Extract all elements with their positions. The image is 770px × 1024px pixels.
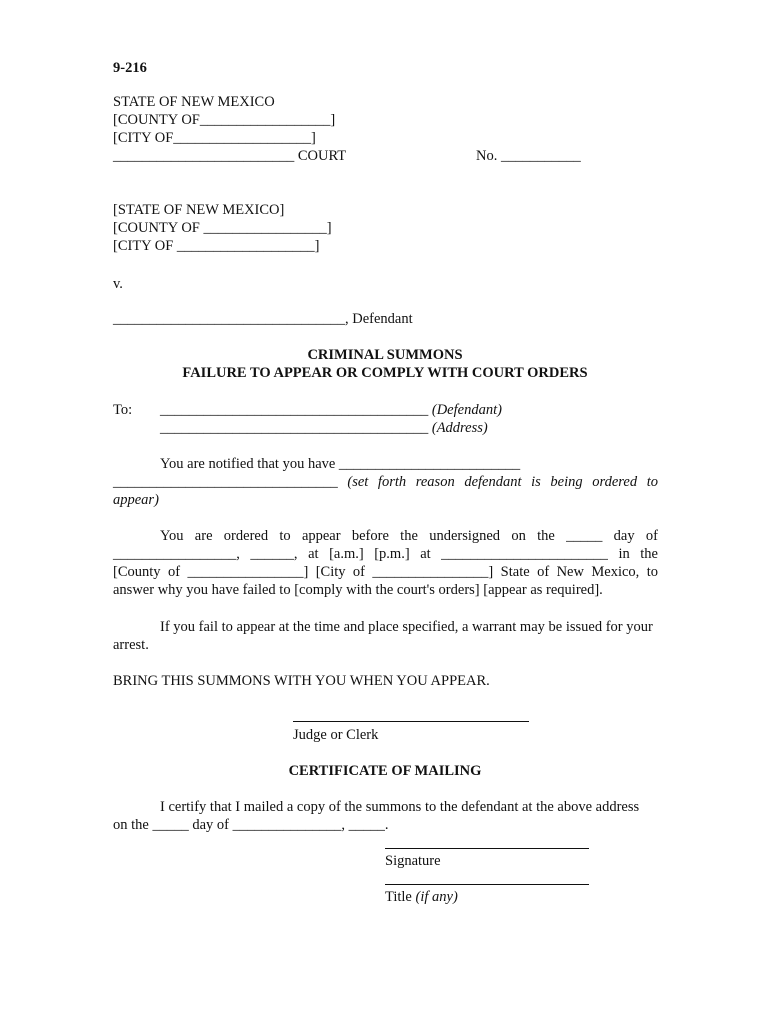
reason-hint: (set forth reason defendant is being ordered to [347, 474, 658, 490]
party-county: [COUNTY OF _________________] [113, 220, 332, 236]
order-line1: You are ordered to appear before the undersigned on the _____ day of [160, 528, 658, 544]
title-signature-line [385, 884, 589, 885]
defendant-line [113, 310, 413, 328]
defendant-name-blank: _____________________________________ [160, 402, 429, 418]
form-number: 9-216 [113, 60, 147, 76]
order-line4: answer why you have failed to [comply with the court's orders] [appear as required]. [113, 582, 603, 598]
notice-line2 [113, 473, 658, 491]
party-state: [STATE OF NEW MEXICO] [113, 202, 285, 218]
certificate-line1: I certify that I mailed a copy of the summons to the defendant at the above address [160, 799, 640, 815]
reason-blank: _______________________________ [113, 474, 338, 490]
warning-line1: If you fail to appear at the time and place specified, a warrant may be issued for your [160, 619, 653, 635]
defendant-blank: ________________________________ [113, 311, 345, 327]
defendant-hint: (Defendant) [431, 402, 502, 418]
versus: v. [113, 276, 123, 292]
certificate-title: CERTIFICATE OF MAILING [288, 763, 482, 779]
caption-court: _________________________ COURT [113, 148, 347, 164]
address-hint: (Address) [431, 420, 488, 436]
defendant-address-blank: _____________________________________ [160, 420, 429, 436]
certificate-line2: on the _____ day of _______________, _____. [113, 817, 389, 833]
defendant-address-line [160, 419, 488, 437]
bring-summons-notice: BRING THIS SUMMONS WITH YOU WHEN YOU APPEAR. [113, 673, 490, 689]
defendant-name-line [160, 401, 502, 419]
caption-state: STATE OF NEW MEXICO [113, 94, 275, 110]
party-city: [CITY OF ___________________] [113, 238, 320, 254]
title-line2: FAILURE TO APPEAR OR COMPLY WITH COURT ORDERS [182, 365, 588, 381]
caption-county: [COUNTY OF__________________] [113, 112, 336, 128]
title-label: Title [385, 889, 412, 905]
to-label: To: [113, 402, 133, 418]
defendant-label: , Defendant [345, 311, 413, 327]
notice-line3: appear) [113, 492, 159, 508]
signature-label: Signature [385, 853, 441, 869]
judge-signature-line [293, 721, 529, 722]
title-label-line [385, 888, 458, 906]
case-number: No. ___________ [476, 148, 581, 164]
warning-line2: arrest. [113, 637, 149, 653]
order-line2: _________________, ______, at [a.m.] [p.m.] at _______________________ in the [113, 546, 658, 562]
judge-label: Judge or Clerk [293, 727, 379, 743]
title-hint: (if any) [415, 889, 458, 905]
order-line3: [County of ________________] [City of ________________] State of New Mexico, to [113, 564, 658, 580]
notice-line1: You are notified that you have _________________________ [160, 456, 521, 472]
signature-line [385, 848, 589, 849]
title-line1: CRIMINAL SUMMONS [307, 347, 463, 363]
caption-city: [CITY OF___________________] [113, 130, 316, 146]
